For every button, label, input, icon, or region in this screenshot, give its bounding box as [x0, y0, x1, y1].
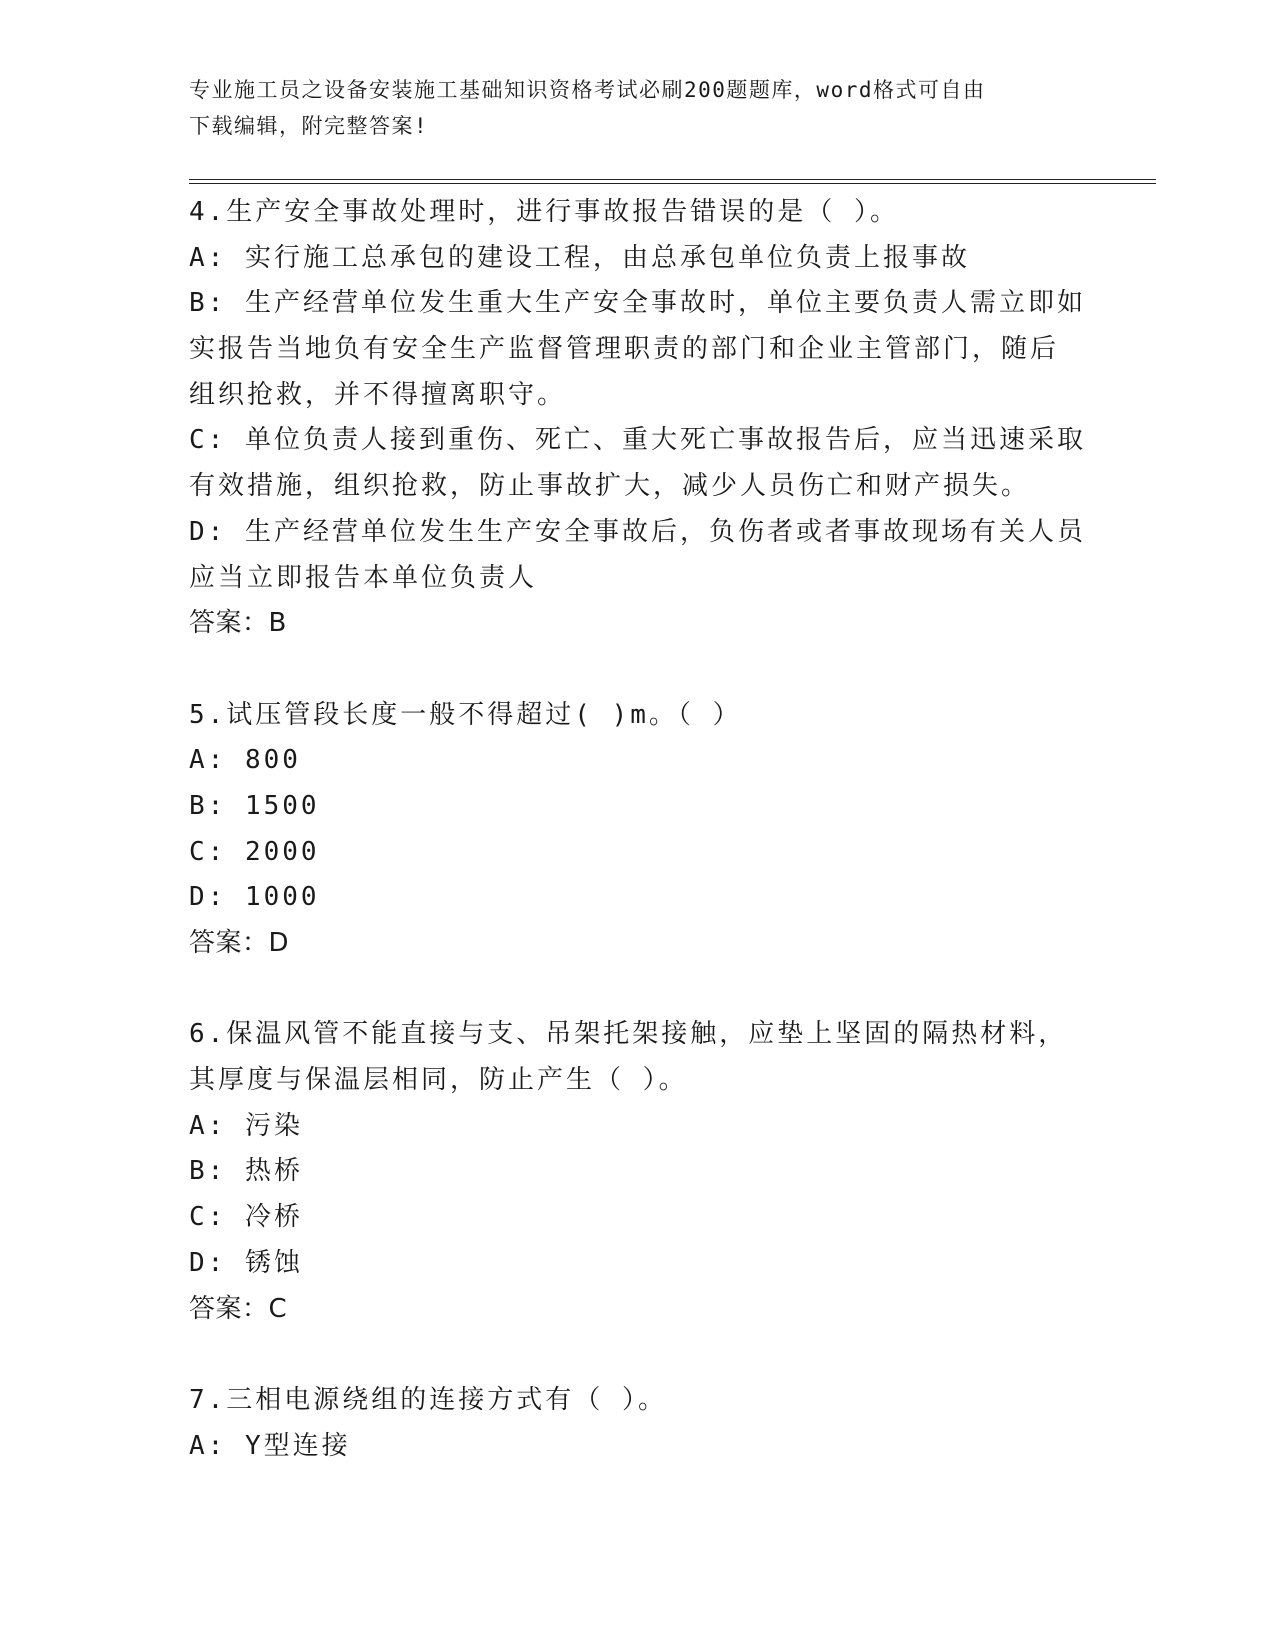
option-a: A: Y型连接	[189, 1430, 351, 1461]
header-line-2: 下载编辑，附完整答案!	[189, 114, 429, 138]
option-d: D: 生产经营单位发生生产安全事故后，负伤者或者事故现场有关人员	[189, 516, 1086, 547]
question-list	[189, 190, 1089, 1469]
option-d: D: 锈蚀	[189, 1247, 303, 1278]
option-a: A: 800	[189, 745, 301, 776]
question-stem: 4.生产安全事故处理时，进行事故报告错误的是（ ）。	[189, 197, 899, 227]
question-spacer	[189, 967, 1089, 1013]
question-stem: 7.三相电源绕组的连接方式有（ ）。	[189, 1384, 667, 1415]
answer-label: 答案：B	[189, 608, 287, 639]
option-b: B: 生产经营单位发生重大生产安全事故时，单位主要负责人需立即如	[189, 288, 1086, 319]
option-b-continued: 实报告当地负有安全生产监督管理职责的部门和企业主管部门，随后	[189, 334, 1060, 365]
question-stem: 5.试压管段长度一般不得超过( )m。（ ）	[189, 699, 742, 730]
question-block-4	[189, 190, 1089, 647]
question-stem-continued: 其厚度与保温层相同，防止产生（ ）。	[189, 1065, 688, 1096]
option-b: B: 热桥	[189, 1156, 303, 1187]
option-b-continued: 组织抢救，并不得擅离职守。	[189, 379, 567, 410]
option-d: D: 1000	[189, 882, 320, 913]
answer-label: 答案：C	[189, 1293, 288, 1324]
question-stem: 6.保温风管不能直接与支、吊架托架接触，应垫上坚固的隔热材料，	[189, 1019, 1068, 1050]
question-spacer	[189, 647, 1089, 693]
header-divider-top	[189, 179, 1156, 180]
option-c: C: 冷桥	[189, 1202, 303, 1233]
answer-label: 答案：D	[189, 928, 290, 958]
option-c: C: 单位负责人接到重伤、死亡、重大死亡事故报告后，应当迅速采取	[189, 425, 1086, 456]
question-block-7	[189, 1378, 1089, 1469]
option-a: A: 污染	[189, 1110, 303, 1141]
option-d-continued: 应当立即报告本单位负责人	[189, 562, 538, 593]
option-c-continued: 有效措施，组织抢救，防止事故扩大，减少人员伤亡和财产损失。	[189, 471, 1031, 502]
question-block-6	[189, 1012, 1089, 1332]
option-b: B: 1500	[189, 790, 320, 821]
document-header	[189, 72, 1089, 144]
question-block-5	[189, 693, 1089, 967]
header-divider-bottom	[189, 183, 1156, 184]
header-line-1: 专业施工员之设备安装施工基础知识资格考试必刷200题题库，word格式可自由	[189, 78, 986, 102]
option-a: A: 实行施工总承包的建设工程，由总承包单位负责上报事故	[189, 242, 970, 273]
question-spacer	[189, 1332, 1089, 1378]
option-c: C: 2000	[189, 836, 320, 867]
